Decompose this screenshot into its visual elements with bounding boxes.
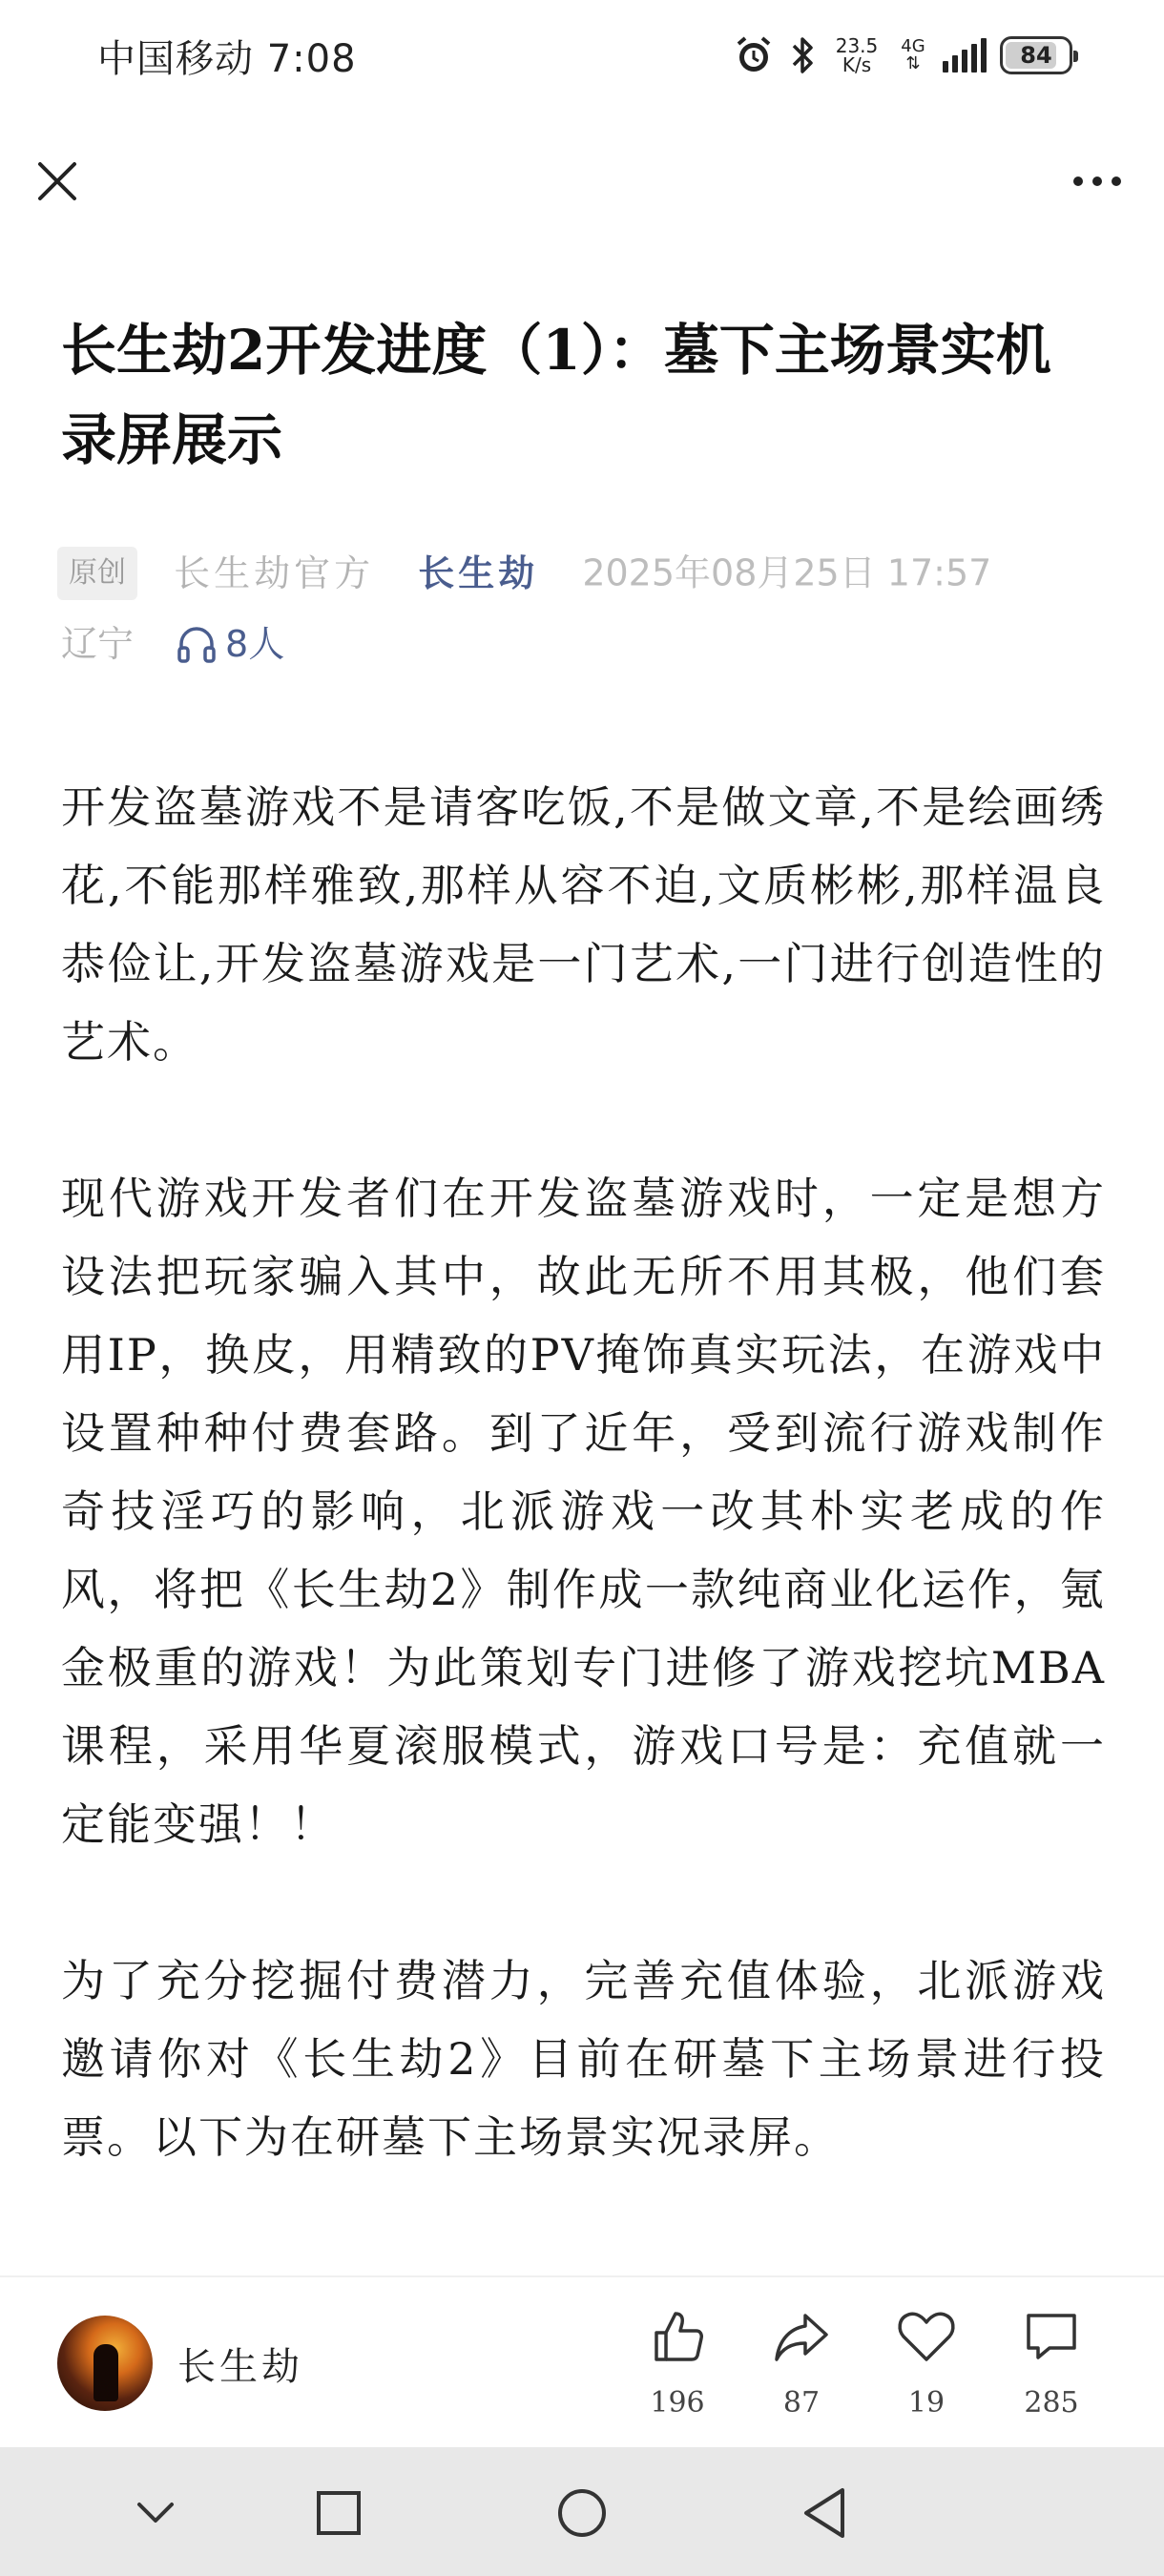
- publish-date: 2025年08月25日 17:57: [582, 551, 992, 594]
- network-label: 4G: [901, 36, 925, 56]
- favorite-button[interactable]: [874, 2306, 979, 2420]
- more-icon-dot: [1092, 177, 1102, 186]
- comment-icon: [1021, 2306, 1082, 2367]
- recents-button[interactable]: [305, 2482, 372, 2545]
- favorite-count: 19: [907, 2386, 946, 2420]
- article-meta-row2: [61, 611, 284, 677]
- headphones-icon[interactable]: [176, 623, 218, 665]
- battery-icon: [1000, 36, 1072, 74]
- avatar-figure: [94, 2344, 118, 2401]
- back-button[interactable]: [792, 2482, 859, 2545]
- location: 辽宁: [61, 623, 135, 665]
- system-nav-bar: [0, 2447, 1164, 2576]
- more-icon-dot: [1112, 177, 1121, 186]
- listener-count[interactable]: 8人: [225, 623, 285, 665]
- data-arrows-icon: ⇅: [905, 53, 921, 73]
- article-meta: [57, 527, 1107, 617]
- alarm-icon: [733, 34, 775, 76]
- share-button[interactable]: [749, 2306, 854, 2420]
- speed-unit: K/s: [842, 53, 872, 76]
- share-count: 87: [782, 2386, 821, 2420]
- home-button[interactable]: [549, 2482, 615, 2545]
- speed-value: 23.5: [835, 34, 879, 57]
- square-icon: [313, 2487, 364, 2539]
- article-title: 长生劫2开发进度（1）：墓下主场景实机录屏展示: [61, 318, 1051, 472]
- article-body: [61, 768, 1106, 2254]
- thumbs-up-icon: [647, 2306, 708, 2367]
- original-badge: 原创: [57, 547, 137, 600]
- comment-button[interactable]: [999, 2306, 1104, 2420]
- source-name: 长生劫官方: [174, 551, 375, 594]
- bluetooth-icon: [788, 34, 817, 76]
- action-bar: [0, 2275, 1164, 2447]
- more-button[interactable]: [1059, 153, 1135, 210]
- circle-icon: [553, 2484, 611, 2542]
- avatar[interactable]: [57, 2316, 153, 2411]
- paragraph: 现代游戏开发者们在开发盗墓游戏时，一定是想方设法把玩家骗入其中，故此无所不用其极，他们套用IP，换皮，用精致的PV掩饰真实玩法，在游戏中设置种种付费套路。到了近年，受到流行游戏制作奇技淫巧的影响，北派游戏一改其朴实老成的作风，将把《长生劫2》制作成一款纯商业化运作，氪金极重的游戏！为此策划专门进修了游戏挖坑MBA课程，采用华夏滚服模式，游戏口号是：充值就一定能变强！！: [61, 1173, 1106, 1850]
- paragraph: 为了充分挖掘付费潜力，完善充值体验，北派游戏邀请你对《长生劫2》目前在研墓下主场景进行投票。以下为在研墓下主场景实况录屏。: [61, 1955, 1106, 2163]
- more-icon: [1073, 177, 1083, 186]
- close-button[interactable]: [29, 153, 86, 210]
- carrier-time: 中国移动 7:08: [97, 37, 357, 81]
- status-bar: [0, 0, 1164, 107]
- triangle-back-icon: [799, 2484, 852, 2542]
- like-count: 196: [650, 2386, 705, 2420]
- like-button[interactable]: [625, 2306, 730, 2420]
- footer-author-name[interactable]: 长生劫: [177, 2345, 303, 2389]
- battery-text: 84: [1020, 42, 1052, 69]
- chevron-down-icon: [132, 2489, 179, 2537]
- share-icon: [771, 2306, 832, 2367]
- network-type: [897, 38, 929, 73]
- network-speed: [830, 36, 883, 74]
- author-link[interactable]: 长生劫: [418, 551, 539, 594]
- hide-nav-button[interactable]: [122, 2482, 189, 2545]
- comment-count: 285: [1024, 2386, 1079, 2420]
- heart-icon: [896, 2306, 957, 2367]
- close-icon: [29, 153, 86, 210]
- paragraph: 开发盗墓游戏不是请客吃饭,不是做文章,不是绘画绣花,不能那样雅致,那样从容不迫,文质彬彬,那样温良恭俭让,开发盗墓游戏是一门艺术,一门进行创造性的艺术。: [61, 781, 1106, 1068]
- signal-icon: [943, 38, 987, 73]
- status-icons: [733, 29, 1072, 82]
